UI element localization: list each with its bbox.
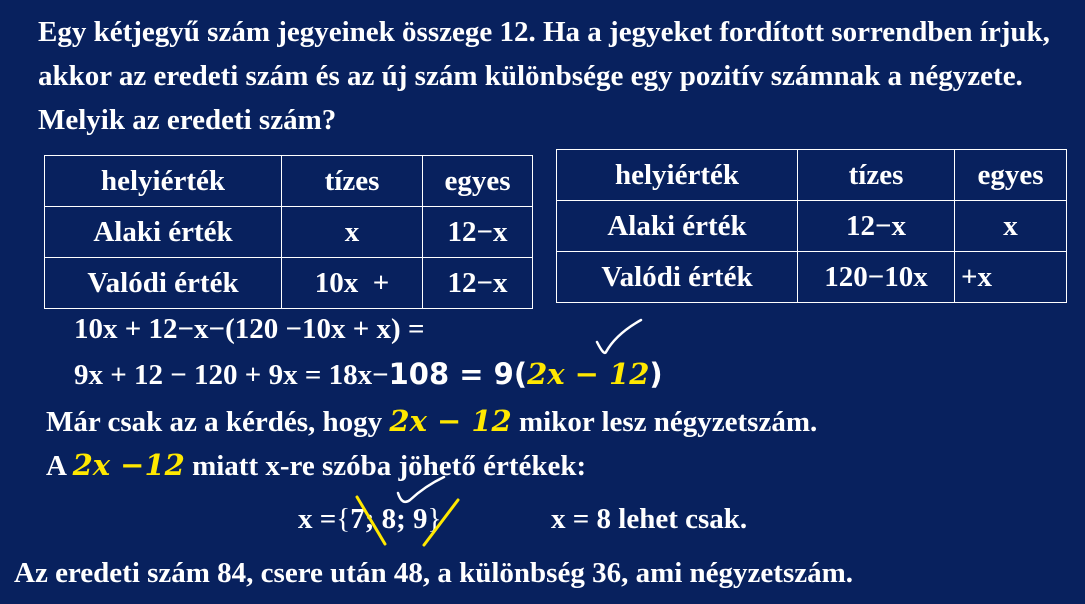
conclusion-text: Az eredeti szám 84, csere után 48, a különbség 36, ami négyzetszám. — [14, 557, 854, 589]
strike-mark-icon — [424, 500, 458, 545]
table-cell: egyes — [955, 150, 1067, 201]
equation-line-2-number: 108 = 9( — [388, 357, 528, 391]
table-cell: x — [282, 207, 423, 258]
table-cell: egyes — [423, 156, 533, 207]
check-mark-icon — [597, 320, 641, 353]
table-cell: Valódi érték — [557, 252, 798, 303]
table-cell: 12−x — [423, 258, 533, 309]
table-cell: 12−x — [423, 207, 533, 258]
set-open-brace: { — [336, 503, 351, 535]
strike-mark-icon — [357, 497, 385, 544]
equation-line-1: 10x + 12−x−(120 −10x + x) = — [74, 313, 425, 345]
highlight-expression: 2x − 12 — [527, 357, 650, 391]
equation-line-2-prefix: 9x + 12 − 120 + 9x = 18x− — [74, 359, 389, 391]
candidate-value: 8 — [381, 503, 397, 535]
table-cell: 120−10x — [798, 252, 955, 303]
table-cell: helyiérték — [45, 156, 282, 207]
question-prefix: Már csak az a kérdés, hogy — [46, 406, 390, 438]
candidate-value: 7 — [350, 503, 365, 535]
candidate-separator: ; — [364, 503, 382, 535]
table-cell: 10x + — [282, 258, 423, 309]
table-cell: 12−x — [798, 201, 955, 252]
highlight-expression: 2x − 12 — [389, 404, 512, 438]
candidates-intro-suffix: miatt x-re szóba jöhető értékek: — [184, 450, 587, 482]
table-cell: Alaki érték — [557, 201, 798, 252]
question-suffix: mikor lesz négyzetszám. — [511, 406, 818, 438]
candidate-value: 9 — [413, 503, 428, 535]
table-cell: x — [955, 201, 1067, 252]
set-close-brace: } — [427, 503, 442, 535]
table-cell: Valódi érték — [45, 258, 282, 309]
candidates-intro-prefix: A — [46, 450, 73, 482]
highlight-expression: 2x −12 — [72, 448, 185, 482]
candidate-label: x = — [298, 503, 337, 535]
table-cell: +x — [955, 252, 1067, 303]
table-cell: helyiérték — [557, 150, 798, 201]
result-text: x = 8 lehet csak. — [551, 503, 748, 535]
table-cell: Alaki érték — [45, 207, 282, 258]
problem-statement: Egy kétjegyű szám jegyeinek összege 12. Ha a jegyeket fordított sorrendben írjuk, akkor az eredeti szám és az új szám különbsége egy pozitív számnak a négyzete. Melyik az eredeti szám? — [38, 16, 1050, 136]
table-cell: tízes — [282, 156, 423, 207]
equation-line-2-close: ) — [649, 357, 663, 391]
table-cell: tízes — [798, 150, 955, 201]
check-mark-icon — [398, 477, 444, 502]
candidate-separator: ; — [396, 503, 414, 535]
